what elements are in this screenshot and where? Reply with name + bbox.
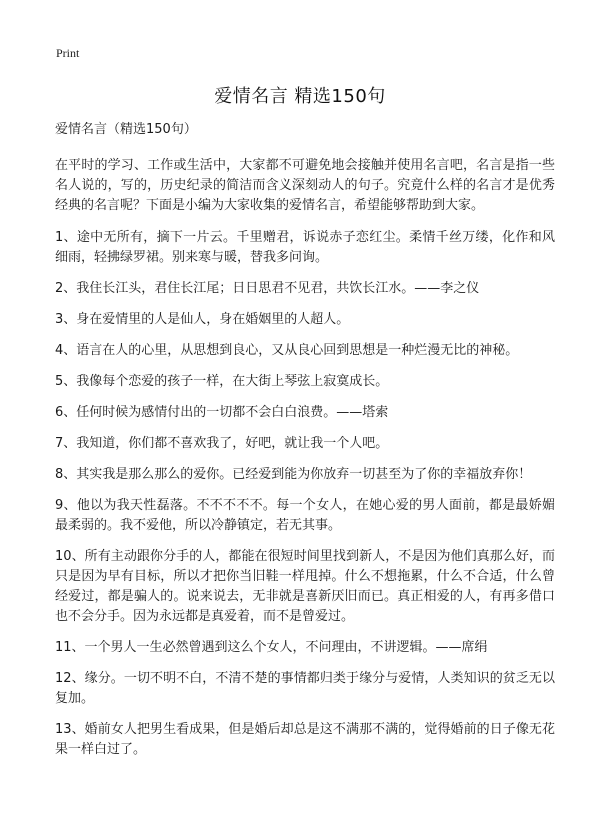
quote-item: 5、我像每个恋爱的孩子一样，在大街上琴弦上寂寞成长。 xyxy=(55,374,389,389)
quote-item: 11、一个男人一生必然曾遇到这么个女人，不问理由，不讲逻辑。——席绢 xyxy=(55,640,488,655)
article-body xyxy=(55,120,555,771)
quote-item: 8、其实我是那么那么的爱你。已经爱到能为你放弃一切甚至为了你的幸福放弃你！ xyxy=(55,467,532,482)
quote-item: 9、他以为我天性磊落。不不不不不。每一个女人，在她心爱的男人面前，都是最娇媚最柔弱的。我不爱他，所以冷静镇定，若无其事。 xyxy=(55,498,555,533)
quote-item: 12、缘分。一切不明不白，不清不楚的事情都归类于缘分与爱情，人类知识的贫乏无以复加。 xyxy=(55,671,555,706)
quote-item: 2、我住长江头，君住长江尾；日日思君不见君，共饮长江水。——李之仪 xyxy=(55,281,480,296)
quote-item: 13、婚前女人把男生看成果，但是婚后却总是这不满那不满的，觉得婚前的日子像无花果一样白过了。 xyxy=(55,722,555,757)
quote-item: 3、身在爱情里的人是仙人，身在婚姻里的人超人。 xyxy=(55,312,350,327)
quote-item: 7、我知道，你们都不喜欢我了，好吧，就让我一个人吧。 xyxy=(55,436,389,451)
article-intro: 在平时的学习、工作或生活中，大家都不可避免地会接触并使用名言吧，名言是指一些名人说的，写的，历史纪录的简洁而含义深刻动人的句子。究竟什么样的名言才是优秀经典的名言呢？下面是小编为大家收集的爱情名言，希望能够帮助到大家。 xyxy=(55,158,555,213)
print-link[interactable]: Print xyxy=(56,46,80,60)
quote-item: 6、任何时候为感情付出的一切都不会白白浪费。——塔索 xyxy=(55,405,389,420)
page-title: 爱情名言 精选150句 xyxy=(214,86,386,107)
quote-item: 10、所有主动跟你分手的人，都能在很短时间里找到新人，不是因为他们真那么好，而只是因为早有目标，所以才把你当旧鞋一样甩掉。什么不想拖累，什么不合适，什么曾经爱过，都是骗人的。说来说去，无非就是喜新厌旧而已。真正相爱的人，有再多借口也不会分手。因为永远都是真爱着，而不是曾爱过。 xyxy=(55,549,555,624)
quote-item: 4、语言在人的心里，从思想到良心，又从良心回到思想是一种烂漫无比的神秘。 xyxy=(55,343,519,358)
quote-item: 1、途中无所有，摘下一片云。千里赠君，诉说赤子恋红尘。柔情千丝万缕，化作和风细雨，轻拂绿罗裙。别来寒与暖，替我多问询。 xyxy=(55,230,555,265)
article-subtitle: 爱情名言（精选150句） xyxy=(55,122,197,137)
